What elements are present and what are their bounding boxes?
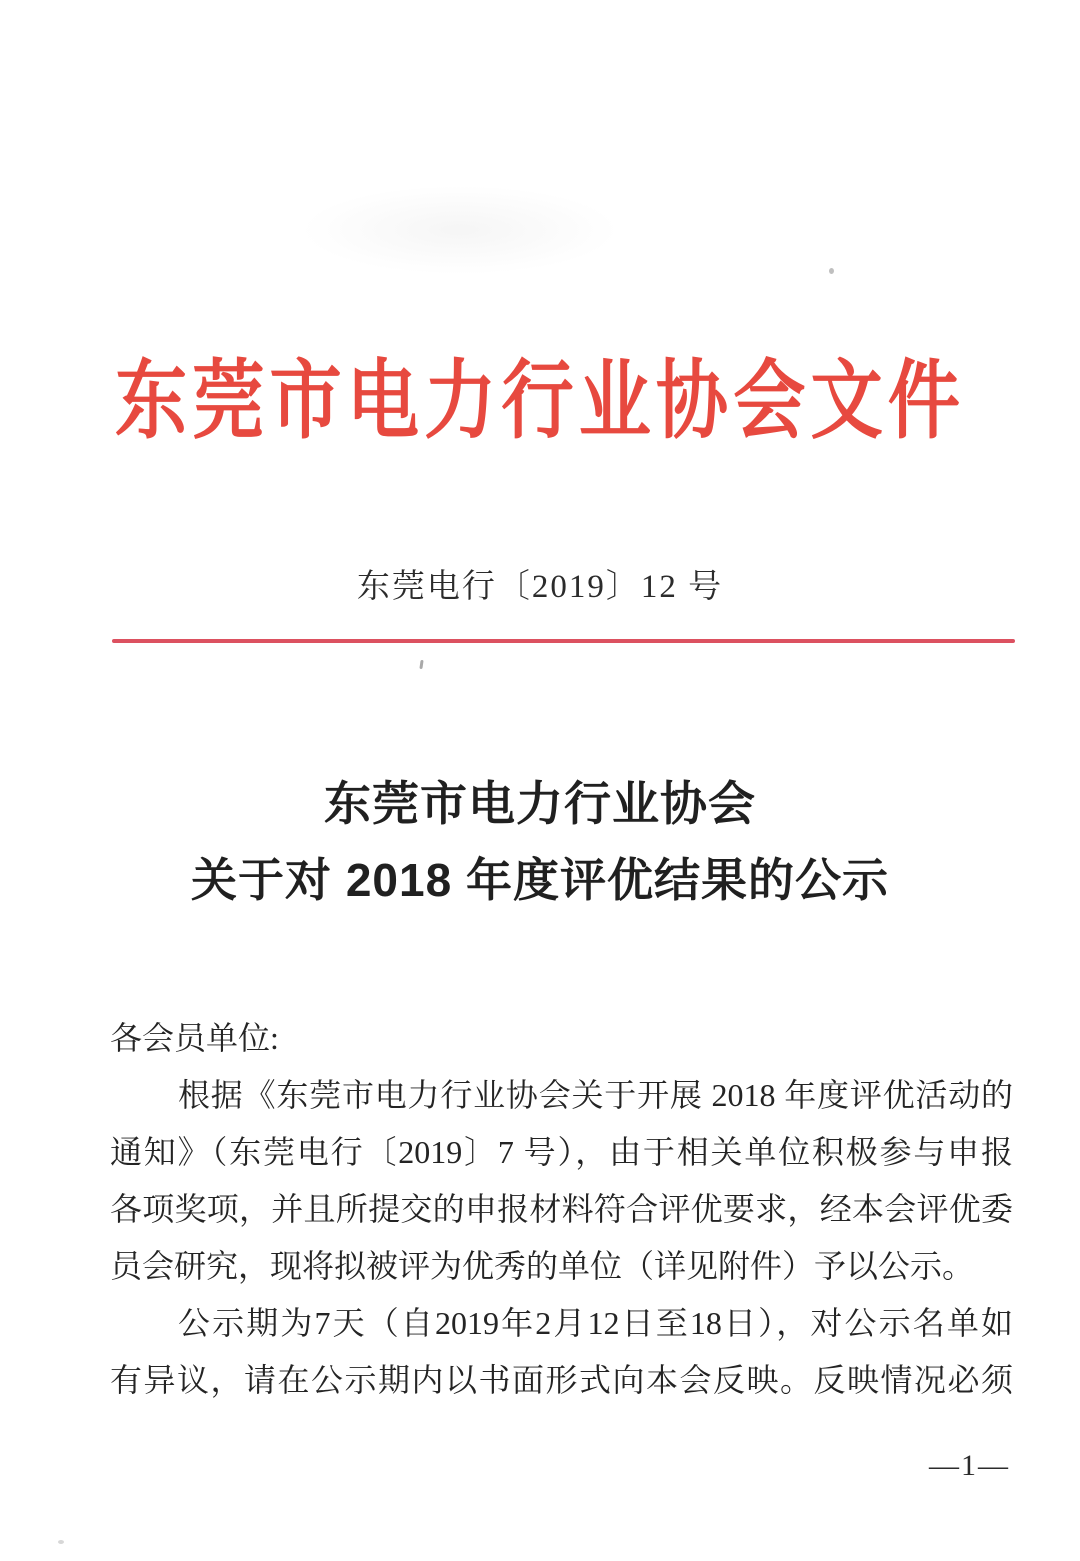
- scan-artifact: [419, 660, 423, 669]
- body-line: 有异议，请在公示期内以书面形式向本会反映。反映情况必须: [110, 1362, 1013, 1398]
- scan-artifact: [829, 268, 834, 274]
- body-line: 通知》（东莞电行〔2019〕7 号），由于相关单位积极参与申报: [110, 1134, 1013, 1170]
- body-line: 根据《东莞市电力行业协会关于开展 2018 年度评优活动的: [178, 1077, 1013, 1113]
- body-line: 各项奖项，并且所提交的申报材料符合评优要求，经本会评优委: [110, 1191, 1013, 1227]
- body-line: 员会研究，现将拟被评为优秀的单位（详见附件）予以公示。: [110, 1248, 975, 1284]
- notice-title-line2: 关于对 2018 年度评优结果的公示: [191, 854, 889, 906]
- document-number: 东莞电行〔2019〕12 号: [356, 569, 724, 605]
- notice-title-line1: 东莞市电力行业协会: [324, 777, 756, 830]
- page-number: —1—: [929, 1449, 1010, 1482]
- salutation: 各会员单位:: [110, 1020, 279, 1056]
- scan-artifact: [300, 185, 620, 275]
- document-body: [110, 1010, 1013, 1409]
- body-line: 公示期为7天（自2019年2月12日至18日），对公示名单如: [178, 1305, 1013, 1341]
- scan-artifact: [58, 1540, 64, 1544]
- red-divider-rule: [112, 639, 1015, 643]
- letterhead-title: 东莞市电力行业协会文件: [114, 353, 966, 449]
